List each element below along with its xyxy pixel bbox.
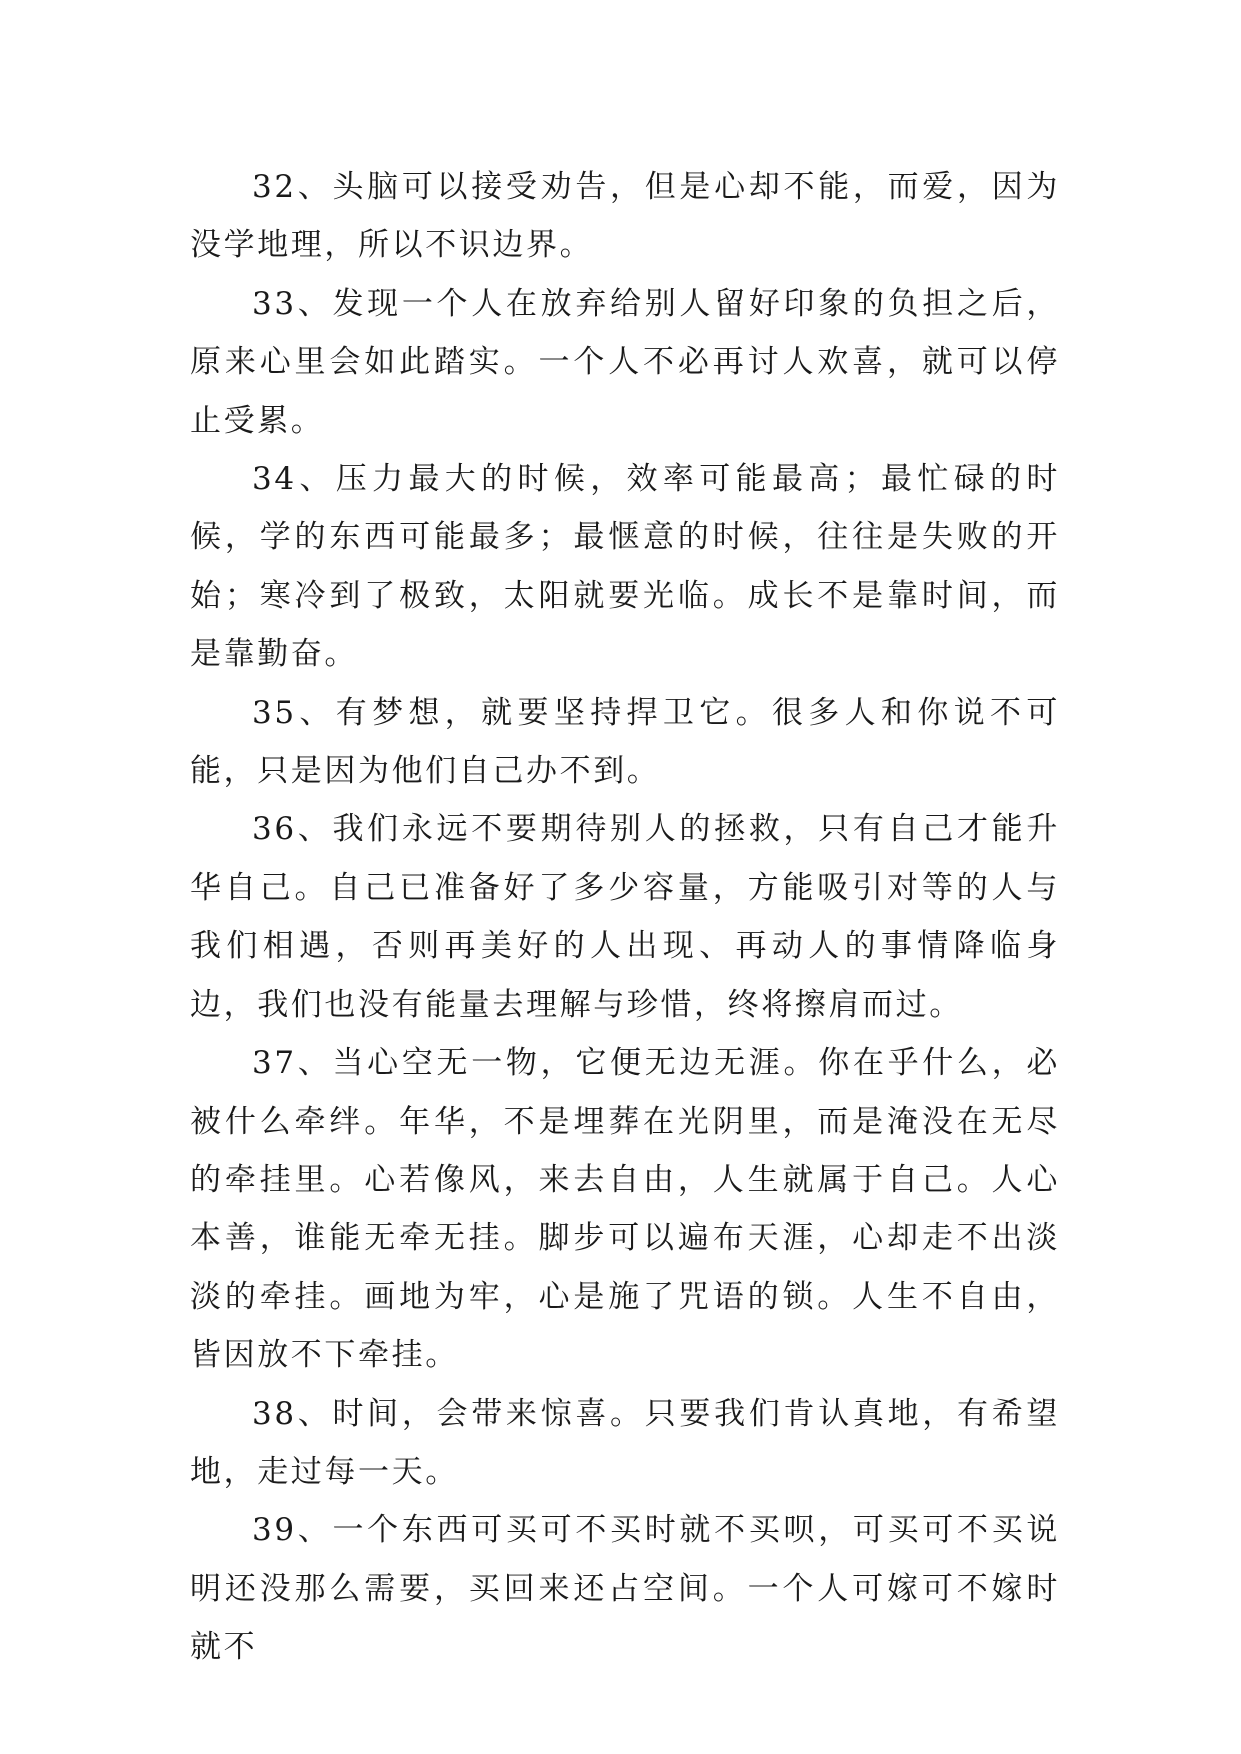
paragraph-32: 32、头脑可以接受劝告，但是心却不能，而爱，因为没学地理，所以不识边界。 <box>190 169 1060 264</box>
paragraph-34: 34、压力最大的时候，效率可能最高；最忙碌的时候，学的东西可能最多；最惬意的时候，往往是失败的开始；寒冷到了极致，太阳就要光临。成长不是靠时间，而是靠勤奋。 <box>190 461 1060 673</box>
paragraph-35: 35、有梦想，就要坚持捍卫它。很多人和你说不可能，只是因为他们自己办不到。 <box>190 694 1060 790</box>
document-body <box>190 158 1060 1677</box>
paragraph-38: 38、时间，会带来惊喜。只要我们肯认真地，有希望地，走过每一天。 <box>190 1395 1060 1490</box>
paragraph-33: 33、发现一个人在放弃给别人留好印象的负担之后，原来心里会如此踏实。一个人不必再讨人欢喜，就可以停止受累。 <box>190 285 1060 439</box>
paragraph-39: 39、一个东西可买可不买时就不买呗，可买可不买说明还没那么需要，买回来还占空间。一个人可嫁可不嫁时就不 <box>190 1512 1060 1666</box>
paragraph-36: 36、我们永远不要期待别人的拯救，只有自己才能升华自己。自己已准备好了多少容量，方能吸引对等的人与我们相遇，否则再美好的人出现、再动人的事情降临身边，我们也没有能量去理解与珍惜，终将擦肩而过。 <box>190 811 1060 1023</box>
paragraph-37: 37、当心空无一物，它便无边无涯。你在乎什么，必被什么牵绊。年华，不是埋葬在光阴里，而是淹没在无尽的牵挂里。心若像风，来去自由，人生就属于自己。人心本善，谁能无牵无挂。脚步可以遍布天涯，心却走不出淡淡的牵挂。画地为牢，心是施了咒语的锁。人生不自由，皆因放不下牵挂。 <box>190 1045 1060 1374</box>
